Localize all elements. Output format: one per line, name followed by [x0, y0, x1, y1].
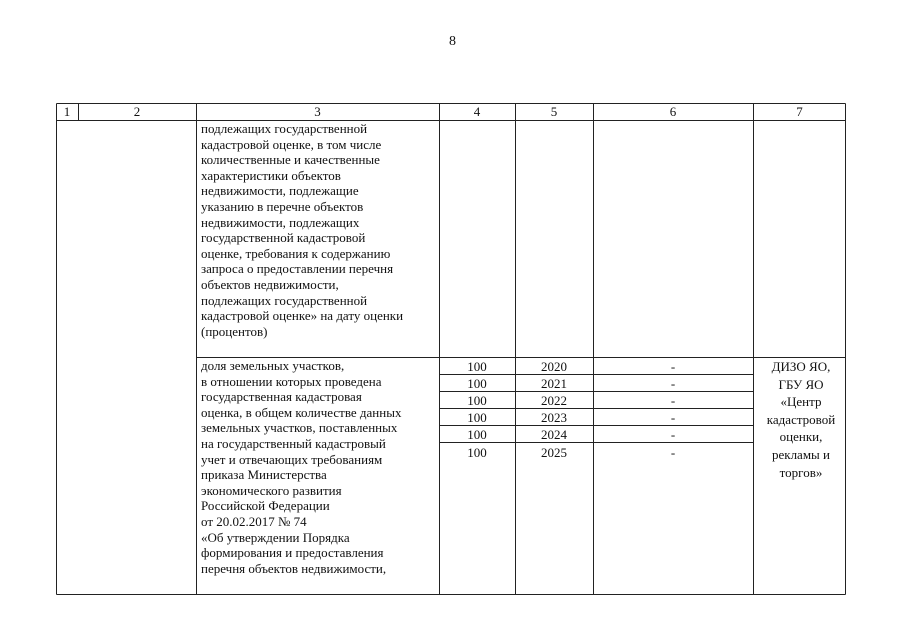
- text-line: «Центр: [780, 394, 822, 410]
- indicator-table: [56, 103, 846, 595]
- text-line: на государственный кадастровый: [201, 435, 386, 451]
- text-line: оценке, требования к содержанию: [201, 245, 391, 261]
- text-line: перечня объектов недвижимости,: [201, 560, 387, 576]
- table-grid: [56, 103, 846, 595]
- header-col-4: 4: [473, 104, 481, 119]
- indicator-description: [201, 358, 441, 576]
- text-line: подлежащих государственной: [201, 292, 368, 308]
- header-col-5: 5: [550, 104, 558, 119]
- text-line: ДИЗО ЯО,: [771, 359, 831, 374]
- text-line: кадастровой: [766, 411, 836, 427]
- text-line: доля земельных участков,: [201, 358, 345, 373]
- text-line: рекламы и: [771, 446, 830, 462]
- text-line: формирования и предоставления: [201, 545, 384, 561]
- year-cell: 2023: [541, 410, 567, 425]
- header-col-2: 2: [133, 104, 141, 119]
- target-value: 100: [467, 359, 487, 374]
- text-line: от 20.02.2017 № 74: [201, 513, 307, 529]
- text-line: подлежащих государственной: [201, 121, 368, 136]
- col6-cell: -: [670, 359, 676, 374]
- text-line: недвижимости, подлежащие: [201, 183, 359, 199]
- header-col-1: 1: [63, 104, 71, 119]
- year-cell: 2022: [541, 393, 567, 408]
- text-line: (процентов): [201, 323, 268, 339]
- year-cell: 2020: [541, 359, 567, 374]
- text-line: учет и отвечающих требованиям: [201, 451, 383, 467]
- year-cell: 2025: [541, 445, 567, 460]
- target-value: 100: [467, 445, 487, 460]
- text-line: торгов»: [779, 464, 823, 480]
- col6-cell: -: [670, 410, 676, 425]
- target-value: 100: [467, 376, 487, 391]
- text-line: приказа Министерства: [201, 467, 327, 483]
- text-line: в отношении которых проведена: [201, 373, 382, 389]
- target-value: 100: [467, 410, 487, 425]
- year-cell: 2024: [541, 427, 567, 442]
- text-line: государственная кадастровая: [201, 389, 362, 405]
- header-col-7: 7: [796, 104, 803, 119]
- text-line: земельных участков, поставленных: [201, 420, 398, 436]
- text-line: оценка, в общем количестве данных: [201, 404, 402, 420]
- target-value: 100: [467, 393, 487, 408]
- text-line: указанию в перечне объектов: [201, 198, 364, 214]
- text-line: ГБУ ЯО: [778, 376, 824, 392]
- text-line: экономического развития: [201, 482, 342, 498]
- text-line: кадастровой оценке, в том числе: [201, 136, 382, 152]
- col6-cell: -: [670, 376, 676, 391]
- text-line: «Об утверждении Порядка: [201, 529, 350, 545]
- col6-cell: -: [670, 393, 676, 408]
- indicator-description-continued: [201, 121, 441, 339]
- text-line: запроса о предоставлении перечня: [201, 261, 394, 277]
- text-line: кадастровой оценке» на дату оценки: [201, 308, 404, 324]
- text-line: государственной кадастровой: [201, 230, 366, 246]
- header-col-6: 6: [669, 104, 677, 119]
- responsible-executor: [756, 358, 846, 481]
- text-line: объектов недвижимости,: [201, 276, 339, 292]
- text-line: оценки,: [779, 429, 823, 445]
- text-line: количественные и качественные: [201, 152, 380, 168]
- col6-cell: -: [670, 427, 676, 442]
- target-value: 100: [467, 427, 487, 442]
- col6-cell: -: [670, 445, 676, 460]
- text-line: недвижимости, подлежащих: [201, 214, 360, 230]
- header-col-3: 3: [314, 104, 321, 119]
- page-number: 8: [449, 34, 456, 49]
- year-cell: 2021: [541, 376, 567, 391]
- text-line: Российской Федерации: [201, 498, 330, 514]
- text-line: характеристики объектов: [201, 167, 341, 183]
